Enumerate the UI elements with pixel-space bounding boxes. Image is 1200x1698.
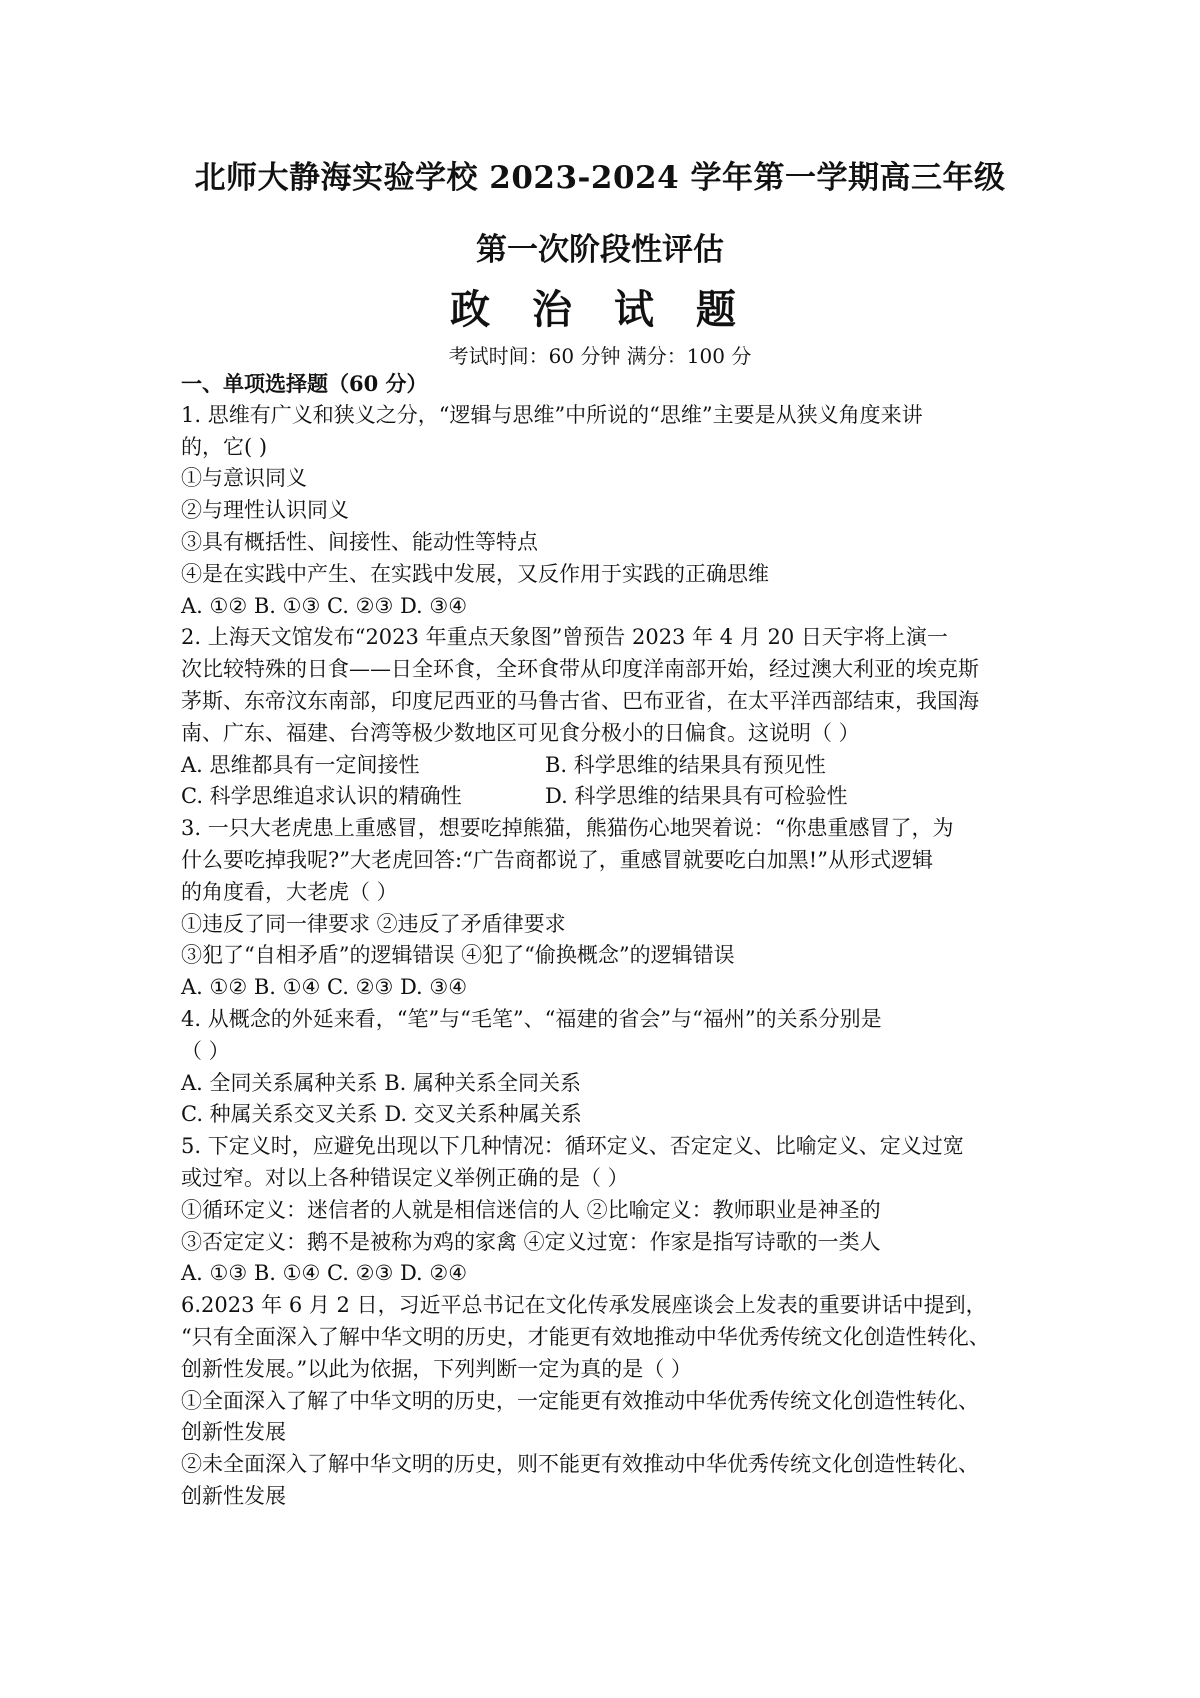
q2-option-d: D. 科学思维的结果具有可检验性 xyxy=(545,784,848,809)
q2-options-row xyxy=(181,781,1031,813)
q2-option-b: B. 科学思维的结果具有预见性 xyxy=(545,752,826,777)
q5-stem-line: 或过窄。对以上各种错误定义举例正确的是（ ） xyxy=(181,1165,629,1190)
q4-stem-line: 4. 从概念的外延来看，“笔”与“毛笔”、“福建的省会”与“福州”的关系分别是 xyxy=(181,1006,882,1031)
q2-stem-line: 茅斯、东帝汶东南部，印度尼西亚的马鲁古省、巴布亚省，在太平洋西部结束，我国海 xyxy=(181,688,979,713)
q2-stem-line: 南、广东、福建、台湾等极少数地区可见食分极小的日偏食。这说明（ ） xyxy=(181,720,860,745)
q4-options: C. 种属关系交叉关系 D. 交叉关系种属关系 xyxy=(181,1102,582,1127)
exam-title-subject: 政 治 试 题 xyxy=(450,286,750,333)
exam-content xyxy=(181,368,1031,1513)
q5-item: ①循环定义：迷信者的人就是相信迷信的人 ②比喻定义：教师职业是神圣的 xyxy=(181,1197,881,1222)
q2-stem-line: 次比较特殊的日食——日全环食，全环食带从印度洋南部开始，经过澳大利亚的埃克斯 xyxy=(181,657,979,682)
q2-option-a: A. 思维都具有一定间接性 xyxy=(181,752,420,777)
q5-options: A. ①③ B. ①④ C. ②③ D. ②④ xyxy=(181,1261,468,1286)
q6-item: 创新性发展 xyxy=(181,1420,286,1445)
q6-stem-line: “只有全面深入了解中华文明的历史，才能更有效地推动中华优秀传统文化创造性转化、 xyxy=(181,1324,990,1349)
q3-stem-line: 什么要吃掉我呢?”大老虎回答:“广告商都说了，重感冒就要吃白加黑!”从形式逻辑 xyxy=(181,847,933,872)
q1-item: ②与理性认识同义 xyxy=(181,498,349,523)
q3-item: ①违反了同一律要求 ②违反了矛盾律要求 xyxy=(181,911,566,936)
exam-time-score: 考试时间：60 分钟 满分：100 分 xyxy=(448,344,752,368)
q6-stem-line: 创新性发展。”以此为依据，下列判断一定为真的是（ ） xyxy=(181,1356,692,1381)
section-heading: 一、单项选择题（60 分） xyxy=(181,371,428,396)
q5-stem-line: 5. 下定义时，应避免出现以下几种情况：循环定义、否定定义、比喻定义、定义过宽 xyxy=(181,1134,964,1159)
exam-title-assessment: 第一次阶段性评估 xyxy=(476,232,724,268)
q6-item: ①全面深入了解了中华文明的历史，一定能更有效推动中华优秀传统文化创造性转化、 xyxy=(181,1388,979,1413)
q3-stem-line: 3. 一只大老虎患上重感冒，想要吃掉熊猫，熊猫伤心地哭着说：“你患重感冒了，为 xyxy=(181,816,954,841)
q2-stem-line: 2. 上海天文馆发布“2023 年重点天象图”曾预告 2023 年 4 月 20 日天宇将上演一 xyxy=(181,625,948,650)
q2-options-row xyxy=(181,750,1031,782)
q6-stem-line: 6.2023 年 6 月 2 日，习近平总书记在文化传承发展座谈会上发表的重要讲话中提到， xyxy=(181,1293,987,1318)
q5-item: ③否定定义：鹅不是被称为鸡的家禽 ④定义过宽：作家是指写诗歌的一类人 xyxy=(181,1229,881,1254)
q4-stem-line: （ ） xyxy=(181,1038,230,1063)
q6-item: ②未全面深入了解中华文明的历史，则不能更有效推动中华优秀传统文化创造性转化、 xyxy=(181,1452,979,1477)
q1-item: ③具有概括性、间接性、能动性等特点 xyxy=(181,529,538,554)
q3-item: ③犯了“自相矛盾”的逻辑错误 ④犯了“偷换概念”的逻辑错误 xyxy=(181,943,735,968)
q3-options: A. ①② B. ①④ C. ②③ D. ③④ xyxy=(181,975,468,1000)
q1-stem-line: 1. 思维有广义和狭义之分，“逻辑与思维”中所说的“思维”主要是从狭义角度来讲 xyxy=(181,402,923,427)
q4-options: A. 全同关系属种关系 B. 属种关系全同关系 xyxy=(181,1070,581,1095)
q3-stem-line: 的角度看，大老虎（ ） xyxy=(181,879,398,904)
q2-option-c: C. 科学思维追求认识的精确性 xyxy=(181,784,462,809)
q1-item: ①与意识同义 xyxy=(181,466,307,491)
q1-stem-line: 的，它( ) xyxy=(181,434,268,459)
q6-item: 创新性发展 xyxy=(181,1483,286,1508)
q1-item: ④是在实践中产生、在实践中发展，又反作用于实践的正确思维 xyxy=(181,561,769,586)
q1-options: A. ①② B. ①③ C. ②③ D. ③④ xyxy=(181,593,468,618)
exam-title-school: 北师大静海实验学校 2023-2024 学年第一学期高三年级 xyxy=(194,160,1006,196)
